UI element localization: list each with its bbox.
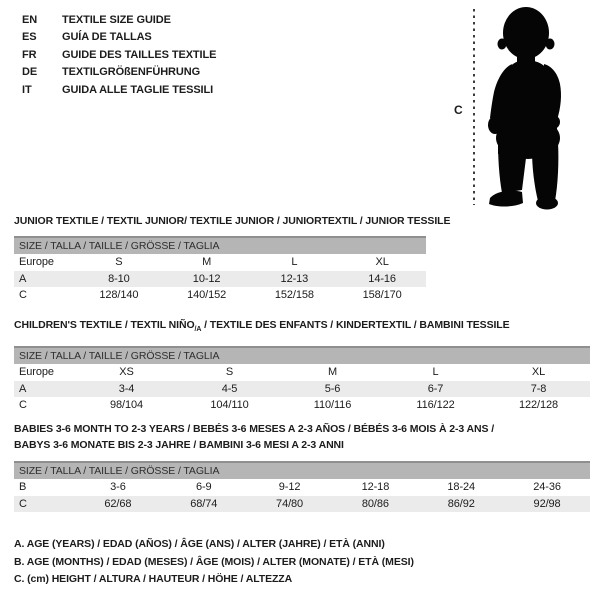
size-value: 140/152 [187,289,227,302]
junior-size-table [14,236,426,304]
babies-size-table [14,461,590,512]
language-code: EN [22,13,38,26]
language-code: FR [22,48,37,61]
size-value: 3-6 [110,481,126,494]
children-section-title-subscript: /A [194,326,202,334]
table-row [14,287,426,304]
language-title: GUIDE DES TAILLES TEXTILE [62,48,217,61]
size-value: 110/116 [313,399,352,412]
size-value: 86/92 [447,497,475,510]
children-size-table [14,346,590,414]
babies-section-title [14,422,494,453]
children-section-title [14,318,510,338]
language-code: DE [22,66,38,79]
table-row [14,479,590,496]
size-value: 74/80 [276,497,304,510]
language-code: ES [22,31,37,44]
size-value: 14-16 [368,272,396,285]
language-row-es [22,29,216,47]
junior-size-table-wrap [14,236,426,304]
size-value: M [327,366,338,379]
toddler-silhouette-image [486,4,580,210]
size-value: 18-24 [447,481,476,494]
language-title: GUIDA ALLE TAGLIE TESSILI [62,83,214,96]
table-row [14,271,426,288]
table-row [14,381,590,398]
junior-section-title [14,214,450,230]
size-value: 4-5 [221,382,238,395]
size-value: 8-10 [108,272,130,285]
babies-section-title-line2: BABYS 3-6 MONATE BIS 2-3 JAHRE / BAMBINI 3-6 MESI A 2-3 ANNI [14,438,344,451]
size-value: 122/128 [518,399,559,412]
language-title: GUÍA DE TALLAS [62,31,152,44]
babies-section-title-line1: BABIES 3-6 MONTH TO 2-3 YEARS / BEBÉS 3-6 MESES A 2-3 AÑOS / BÉBÉS 3-6 MOIS À 2-3 ANS / [14,423,495,435]
row-label: Europe [19,366,54,379]
size-value: XS [119,366,134,379]
size-value: 62/68 [104,497,132,510]
language-title: TEXTILGRÖßENFÜHRUNG [62,66,201,79]
size-value: XL [531,366,546,379]
size-value: 152/158 [274,289,314,302]
babies-size-table-wrap [14,461,590,512]
table-row [14,364,590,381]
language-row-en [22,11,216,29]
size-value: XL [375,256,389,269]
babies-size-table-head [14,462,590,479]
language-row-it [22,81,216,99]
language-header [22,11,216,99]
table-row [14,397,590,414]
size-table-header: SIZE / TALLA / TAILLE / GRÖSSE / TAGLIA [14,237,426,254]
children-section-title-text: CHILDREN'S TEXTILE / TEXTIL NIÑO [14,319,195,331]
language-code: IT [22,83,32,96]
size-value: 80/86 [361,497,389,510]
size-value: S [225,366,234,379]
row-label: C [19,399,27,412]
size-value: 5-6 [324,382,341,395]
size-value: 12-18 [361,481,390,494]
row-label: Europe [19,256,54,269]
table-row [14,496,590,513]
size-value: M [202,256,212,269]
row-label: C [19,289,27,302]
language-row-fr [22,46,216,64]
language-title: TEXTILE SIZE GUIDE [62,13,171,26]
size-value: 6-7 [427,382,444,395]
size-table-header: SIZE / TALLA / TAILLE / GRÖSSE / TAGLIA [14,462,590,479]
junior-section-title-text: JUNIOR TEXTILE / TEXTIL JUNIOR/ TEXTILE JUNIOR / JUNIORTEXTIL / JUNIOR TESSILE [14,215,451,227]
junior-size-table-head [14,237,426,254]
size-value: 9-12 [278,481,301,494]
size-value: 98/104 [109,399,144,412]
row-label: C [19,497,27,510]
size-value: 128/140 [99,289,139,302]
size-value: L [432,366,439,379]
row-label: A [19,272,27,285]
footnote-line-a: A. AGE (YEARS) / EDAD (AÑOS) / ÂGE (ANS) / ALTER (JAHRE) / ETÀ (ANNI) [14,538,385,550]
size-value: 92/98 [533,497,561,510]
size-value: L [291,256,298,269]
table-row [14,254,426,271]
size-value: 24-36 [533,481,561,494]
size-value: S [115,256,123,269]
children-size-table-head [14,347,590,364]
height-measure-label: C [454,103,463,117]
size-value: 7-8 [530,382,547,395]
size-value: 10-12 [192,272,221,285]
size-value: 68/74 [190,497,218,510]
footnote-line-b: B. AGE (MONTHS) / EDAD (MESES) / ÂGE (MOIS) / ALTER (MONATE) / ETÀ (MESI) [14,555,414,568]
size-value: 104/110 [210,399,249,412]
size-value: 116/122 [416,399,455,412]
children-size-table-wrap [14,346,590,414]
size-table-header: SIZE / TALLA / TAILLE / GRÖSSE / TAGLIA [14,347,590,364]
row-label: A [19,382,27,395]
height-measure-dotted-line [473,9,475,205]
footnotes [14,536,414,589]
size-value: 3-4 [118,382,135,395]
size-value: 158/170 [362,289,402,302]
children-section-title-text-2: / TEXTILE DES ENFANTS / KINDERTEXTIL / BAMBINI TESSILE [201,319,510,331]
size-value: 12-13 [280,272,309,285]
language-row-de [22,64,216,82]
footnote-line-c: C. (cm) HEIGHT / ALTURA / HAUTEUR / HÖHE / ALTEZZA [14,573,293,585]
size-value: 6-9 [195,481,212,494]
row-label: B [19,481,27,494]
